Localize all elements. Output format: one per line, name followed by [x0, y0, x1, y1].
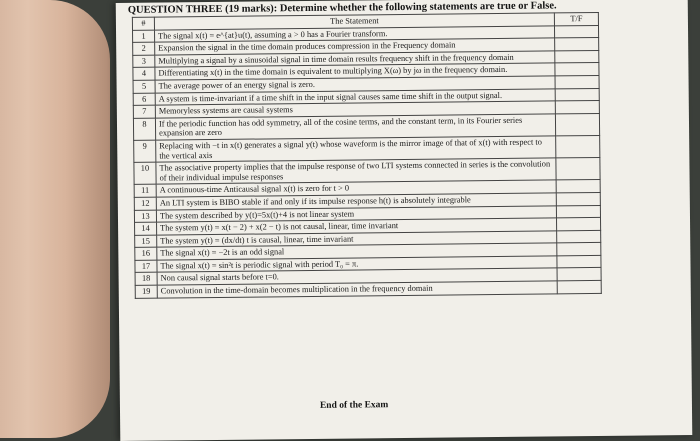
answer-cell[interactable] [555, 50, 599, 63]
row-number: 1 [133, 30, 155, 43]
row-number: 8 [133, 118, 155, 140]
row-number: 10 [134, 162, 156, 184]
answer-cell[interactable] [556, 158, 600, 181]
answer-cell[interactable] [555, 75, 599, 88]
statement-text: The associative property implies that the impulse response of two LTI systems connected in series is the convolution of their individual impulse responses [156, 158, 556, 184]
thumb [0, 0, 110, 438]
answer-cell[interactable] [555, 113, 599, 136]
statement-text: Memoryless systems are causal systems [155, 101, 555, 118]
answer-cell[interactable] [557, 281, 601, 294]
row-number: 5 [133, 80, 155, 93]
row-number: 4 [133, 67, 155, 80]
answer-cell[interactable] [555, 63, 599, 76]
row-number: 3 [133, 55, 155, 68]
statement-text: Differentiating x(t) in the time domain is equivalent to multiplying X(ω) by jω in the frequency domain. [155, 63, 555, 80]
answer-cell[interactable] [557, 230, 601, 243]
row-number: 9 [134, 140, 156, 162]
statement-text: A continuous-time Anticausal signal x(t) is zero for t > 0 [156, 180, 556, 197]
answer-cell[interactable] [557, 268, 601, 281]
answer-cell[interactable] [556, 218, 600, 231]
statement-column-header: The Statement [154, 13, 554, 30]
statement-text: Replacing with −t in x(t) generates a signal y(t) whose waveform is the mirror image of that of x(t) with respect to the vertical axis [156, 136, 556, 162]
statement-text: The system y(t) = x(t − 2) + x(2 − t) is not causal, linear, time invariant [157, 218, 557, 235]
answer-cell[interactable] [556, 135, 600, 158]
row-number: 16 [135, 247, 157, 260]
statement-text: An LTI system is BIBO stable if and only if its impulse response h(t) is absolutely integrable [156, 193, 556, 210]
statement-text: Convolution in the time-domain becomes multiplication in the frequency domain [157, 281, 557, 298]
statement-text: The system described by y(t)=5x(t)+4 is not linear system [156, 205, 556, 222]
row-number: 2 [133, 42, 155, 55]
row-number: 11 [134, 184, 156, 197]
row-number: 17 [135, 260, 157, 273]
answer-cell[interactable] [557, 255, 601, 268]
statements-table [132, 12, 602, 299]
end-of-exam: End of the Exam [319, 400, 389, 411]
statement-text: The average power of an energy signal is zero. [155, 76, 555, 93]
exam-sheet [116, 0, 693, 441]
statement-text: The signal x(t) = −2t is an odd signal [157, 243, 557, 260]
statement-text: Expansion the signal in the time domain produces compression in the Frequency domain [155, 38, 555, 55]
answer-cell[interactable] [554, 25, 598, 38]
answer-cell[interactable] [557, 243, 601, 256]
answer-cell[interactable] [555, 88, 599, 101]
row-number: 15 [135, 235, 157, 248]
question-heading: QUESTION THREE (19 marks): Determine whether the following statements are true or False. [127, 0, 557, 16]
statements-body [133, 25, 602, 298]
number-column-header: # [132, 17, 154, 30]
row-number: 7 [133, 105, 155, 118]
answer-cell[interactable] [556, 205, 600, 218]
answer-cell[interactable] [556, 180, 600, 193]
statement-text: Multiplying a signal by a sinusoidal signal in time domain results frequency shift in the frequency domain [155, 51, 555, 68]
statement-text: The system y(t) = (dx/dt) t is causal, linear, time invariant [157, 231, 557, 248]
row-number: 14 [135, 222, 157, 235]
row-number: 6 [133, 93, 155, 106]
statement-text: A system is time-invariant if a time shift in the input signal causes same time shift in the output signal. [155, 88, 555, 105]
statement-text: If the periodic function has odd symmetry, all of the cosine terms, and the constant term, in its Fourier series expansion are zero [155, 114, 555, 140]
row-number: 13 [134, 210, 156, 223]
answer-cell[interactable] [555, 38, 599, 51]
statement-text: Non causal signal starts before t=0. [157, 268, 557, 285]
answer-cell[interactable] [555, 101, 599, 114]
row-number: 19 [135, 285, 157, 298]
row-number: 18 [135, 273, 157, 286]
row-number: 12 [134, 197, 156, 210]
statement-text: The signal x(t) = e^{at}u(t), assuming a > 0 has a Fourier transform. [155, 26, 555, 43]
statement-text: The signal x(t) = sin²t is periodic signal with period T₀ = π. [157, 256, 557, 273]
answer-column-header: T/F [554, 12, 598, 25]
answer-cell[interactable] [556, 192, 600, 205]
